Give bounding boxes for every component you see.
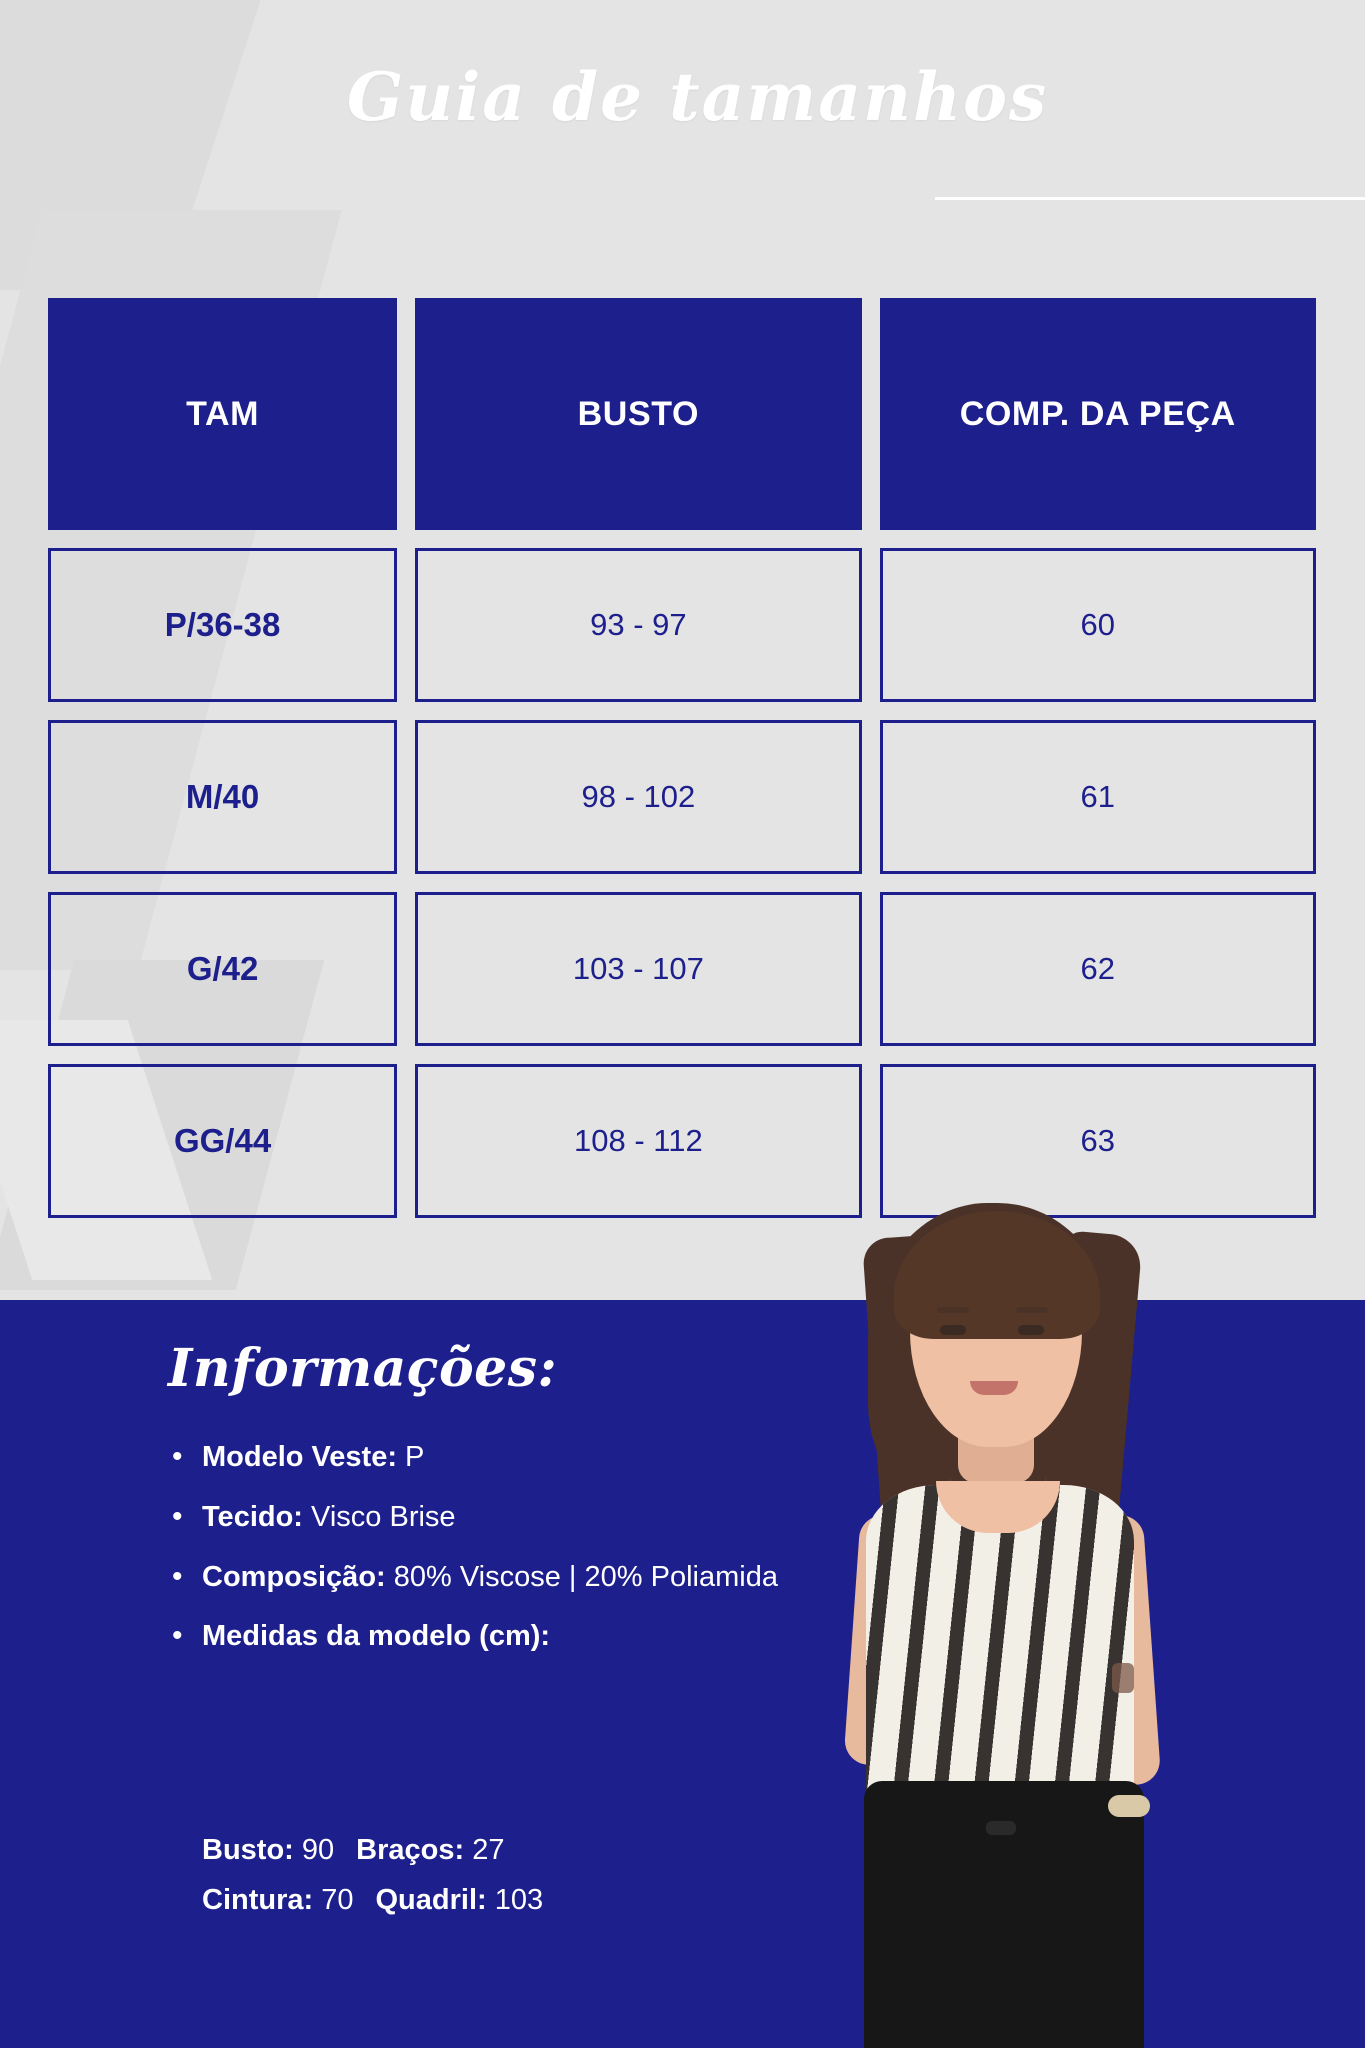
cell-busto: 93 - 97 [415, 548, 861, 702]
info-label: Modelo Veste: [202, 1441, 397, 1473]
model-measurements [168, 1827, 788, 1928]
info-value: Visco Brise [302, 1500, 456, 1533]
info-title: Informações: [168, 1338, 558, 1399]
table-row [48, 548, 1316, 702]
info-value: P [397, 1441, 425, 1473]
measure-value-busto: 90 [293, 1834, 335, 1866]
model-blouse [866, 1485, 1134, 1805]
measure-value-bracos: 27 [464, 1834, 505, 1866]
cell-comp: 60 [880, 548, 1316, 702]
measure-label-quadril: Quadril: [375, 1884, 487, 1917]
model-tattoo [1112, 1663, 1134, 1693]
list-item [168, 1614, 788, 1660]
info-value: 80% Viscose | 20% Poliamida [385, 1560, 778, 1593]
cell-busto: 103 - 107 [415, 892, 861, 1046]
info-list [168, 1435, 788, 1674]
cell-busto: 98 - 102 [415, 720, 861, 874]
info-label: Composição: [202, 1560, 386, 1593]
measure-label-busto: Busto: [202, 1834, 294, 1866]
measure-label-cintura: Cintura: [202, 1884, 314, 1917]
model-brow-left [937, 1307, 969, 1313]
table-row [48, 892, 1316, 1046]
cell-tam: P/36-38 [48, 548, 397, 702]
list-item [168, 1435, 788, 1481]
page-title: Guia de tamanhos [346, 58, 1049, 136]
model-eye-left [940, 1325, 966, 1335]
model-eye-right [1018, 1325, 1044, 1335]
measure-value-quadril: 103 [486, 1884, 544, 1917]
cell-tam: M/40 [48, 720, 397, 874]
model-brow-right [1016, 1307, 1048, 1313]
list-item [168, 1495, 788, 1541]
measure-value-cintura: 70 [313, 1884, 354, 1917]
table-row [48, 720, 1316, 874]
cell-comp: 62 [880, 892, 1316, 1046]
info-label: Medidas da modelo (cm): [202, 1620, 551, 1653]
title-divider [935, 197, 1365, 200]
column-header-busto: BUSTO [415, 298, 861, 530]
size-table [48, 298, 1316, 1236]
cell-busto: 108 - 112 [415, 1064, 861, 1218]
list-item [168, 1555, 788, 1601]
model-bracelet [1108, 1795, 1150, 1817]
cell-tam: GG/44 [48, 1064, 397, 1218]
measure-row [168, 1827, 788, 1873]
measure-label-bracos: Braços: [356, 1834, 465, 1866]
cell-comp: 63 [880, 1064, 1316, 1218]
model-mouth [970, 1381, 1018, 1395]
measure-row [168, 1877, 788, 1923]
cell-tam: G/42 [48, 892, 397, 1046]
model-photo [790, 1185, 1210, 2048]
cell-comp: 61 [880, 720, 1316, 874]
column-header-tam: TAM [48, 298, 397, 530]
model-pants-button [986, 1821, 1016, 1835]
table-header-row [48, 298, 1316, 530]
header [0, 0, 1365, 262]
column-header-comp: COMP. DA PEÇA [880, 298, 1316, 530]
info-label: Tecido: [202, 1500, 303, 1533]
